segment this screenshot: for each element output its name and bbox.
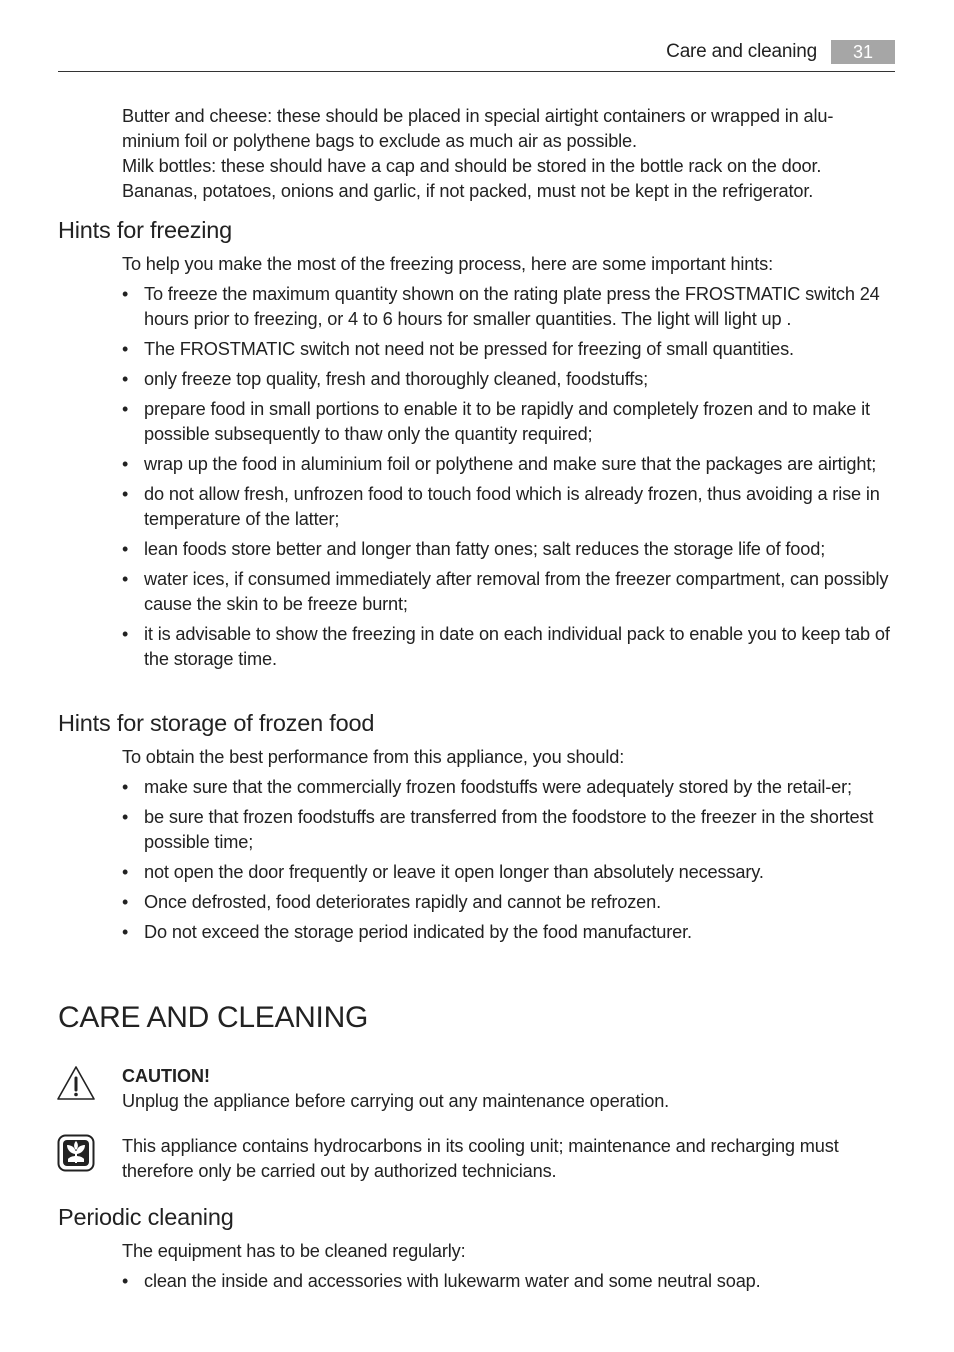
environment-plant-icon — [57, 1134, 95, 1177]
intro-line: Milk bottles: these should have a cap and should be stored in the bottle rack on the door. — [122, 156, 822, 176]
care-heading: CARE AND CLEANING — [58, 1001, 368, 1034]
list-item: • The FROSTMATIC switch not need not be pressed for freezing of small quantities. — [122, 337, 897, 362]
page-number: 31 — [831, 40, 895, 64]
periodic-heading: Periodic cleaning — [58, 1204, 234, 1230]
caution-text: Unplug the appliance before carrying out any maintenance operation. — [122, 1091, 670, 1111]
warning-triangle-icon — [56, 1064, 96, 1107]
list-item: • do not allow fresh, unfrozen food to touch food which is already frozen, thus avoiding a rise in temperature of the latter; — [122, 482, 897, 532]
caution-title: CAUTION! — [122, 1066, 210, 1086]
list-item: • be sure that frozen foodstuffs are transferred from the foodstore to the freezer in the shortest possible time; — [122, 805, 897, 855]
list-item: • make sure that the commercially frozen foodstuffs were adequately stored by the retail-er; — [122, 775, 897, 800]
environment-text: This appliance contains hydrocarbons in its cooling unit; maintenance and recharging must therefore only be carried out by authorized technicians. — [122, 1136, 839, 1181]
caution-block — [122, 1064, 902, 1114]
list-item: • Do not exceed the storage period indicated by the food manufacturer. — [122, 920, 897, 945]
periodic-intro: The equipment has to be cleaned regularly: — [122, 1241, 466, 1261]
list-item: • To freeze the maximum quantity shown on the rating plate press the FROSTMATIC switch 24 hours prior to freezing, or 4 to 6 hours for smaller quantities. The light will light up . — [122, 282, 897, 332]
list-item: • Once defrosted, food deteriorates rapidly and cannot be refrozen. — [122, 890, 897, 915]
intro-line: minium foil or polythene bags to exclude as much air as possible. — [122, 131, 637, 151]
list-item: • only freeze top quality, fresh and thoroughly cleaned, foodstuffs; — [122, 367, 897, 392]
freezing-list — [122, 282, 897, 677]
intro-paragraph — [122, 104, 902, 204]
list-item: • prepare food in small portions to enable it to be rapidly and completely frozen and to make it possible subsequently to thaw only the quantity required; — [122, 397, 897, 447]
list-item: • wrap up the food in aluminium foil or polythene and make sure that the packages are airtight; — [122, 452, 897, 477]
list-item: • water ices, if consumed immediately after removal from the freezer compartment, can possibly cause the skin to be freeze burnt; — [122, 567, 897, 617]
header-title: Care and cleaning — [666, 41, 817, 62]
intro-line: Butter and cheese: these should be placed in special airtight containers or wrapped in alu- — [122, 106, 834, 126]
storage-intro: To obtain the best performance from this appliance, you should: — [122, 747, 625, 767]
page-header — [58, 40, 895, 72]
list-item: • clean the inside and accessories with lukewarm water and some neutral soap. — [122, 1269, 897, 1294]
storage-list — [122, 775, 897, 950]
freezing-heading: Hints for freezing — [58, 217, 233, 243]
list-item: • lean foods store better and longer than fatty ones; salt reduces the storage life of food; — [122, 537, 897, 562]
list-item: • not open the door frequently or leave it open longer than absolutely necessary. — [122, 860, 897, 885]
storage-heading: Hints for storage of frozen food — [58, 710, 375, 736]
intro-line: Bananas, potatoes, onions and garlic, if not packed, must not be kept in the refrigerator. — [122, 181, 814, 201]
list-item: • it is advisable to show the freezing in date on each individual pack to enable you to keep tab of the storage time. — [122, 622, 897, 672]
freezing-intro: To help you make the most of the freezing process, here are some important hints: — [122, 254, 774, 274]
periodic-list — [122, 1269, 897, 1299]
